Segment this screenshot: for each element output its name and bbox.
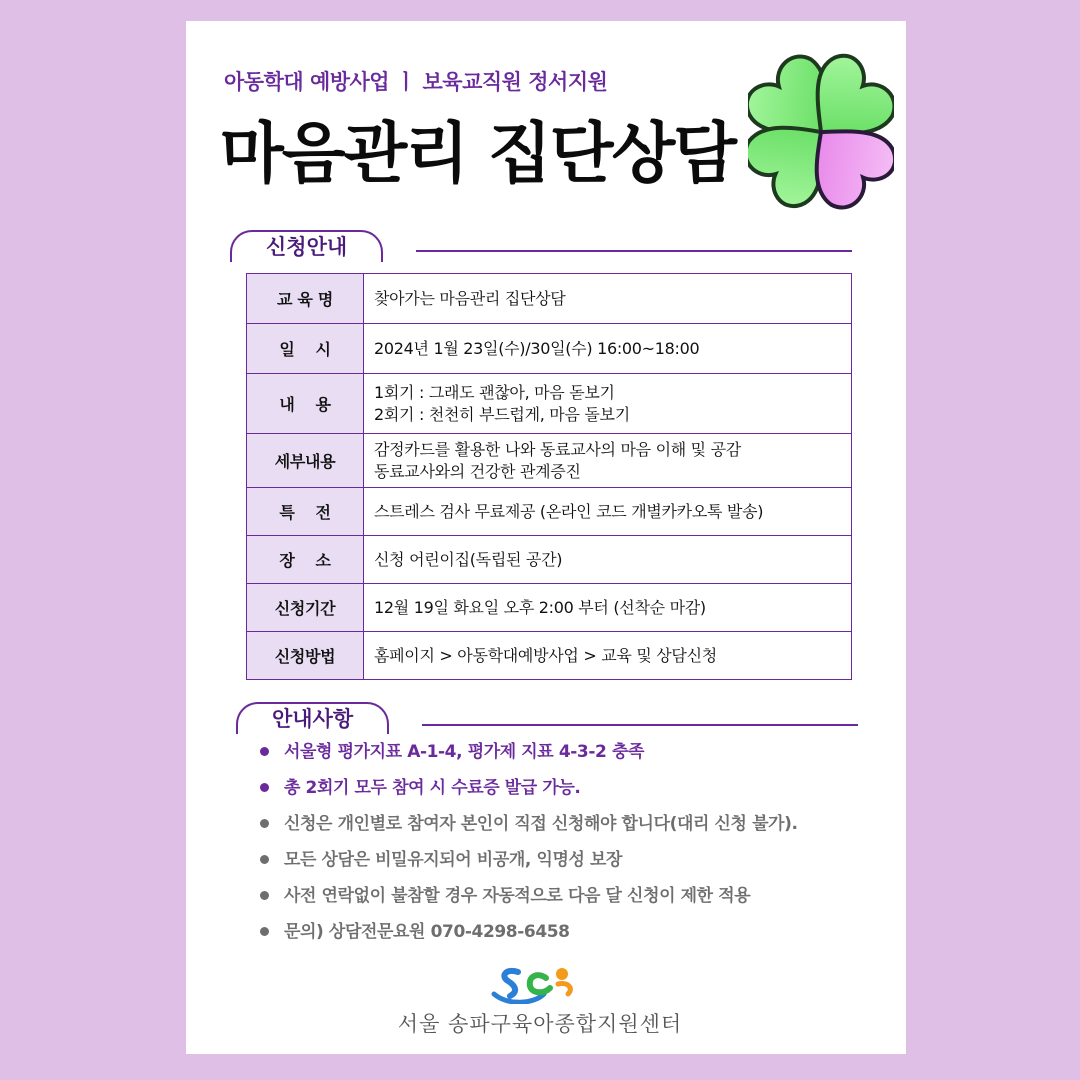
row-value <box>364 632 852 680</box>
row-label: 내 용 <box>247 374 364 434</box>
organization-name: 서울 송파구육아종합지원센터 <box>397 1012 683 1036</box>
row-value-line: 신청 어린이집(독립된 공간) <box>374 549 563 569</box>
section-header-notices <box>236 702 858 736</box>
table-row <box>247 536 852 584</box>
notice-item: 신청은 개인별로 참여자 본인이 직접 신청해야 합니다(대리 신청 불가). <box>258 810 798 846</box>
row-value-line: 홈페이지 > 아동학대예방사업 > 교육 및 상담신청 <box>374 645 717 665</box>
row-label: 신청방법 <box>247 632 364 680</box>
notice-item: 총 2회기 모두 참여 시 수료증 발급 가능. <box>258 774 798 810</box>
notice-item: 모든 상담은 비밀유지되어 비공개, 익명성 보장 <box>258 846 798 882</box>
section-header-application <box>230 230 852 264</box>
row-label: 일 시 <box>247 324 364 374</box>
row-value <box>364 584 852 632</box>
row-label: 신청기간 <box>247 584 364 632</box>
table-row <box>247 584 852 632</box>
row-value-line: 동료교사와의 건강한 관계증진 <box>374 461 581 481</box>
row-value-line: 2024년 1월 23일(수)/30일(수) 16:00~18:00 <box>374 338 700 358</box>
row-label: 교 육 명 <box>247 274 364 324</box>
row-value-line: 1회기 : 그래도 괜찮아, 마음 돋보기 <box>374 382 615 402</box>
row-value-line: 감정카드를 활용한 나와 동료교사의 마음 이해 및 공감 <box>374 439 741 459</box>
row-value-line: 스트레스 검사 무료제공 (온라인 코드 개별카카오톡 발송) <box>374 501 764 521</box>
row-label: 특 전 <box>247 488 364 536</box>
row-value-line: 찾아가는 마음관리 집단상담 <box>374 288 566 308</box>
table-row <box>247 488 852 536</box>
table-row <box>247 274 852 324</box>
four-leaf-clover-icon <box>748 44 894 212</box>
row-value <box>364 536 852 584</box>
notice-list <box>258 738 798 954</box>
row-value-line: 12월 19일 화요일 오후 2:00 부터 (선착순 마감) <box>374 597 706 617</box>
notice-item: 사전 연락없이 불참할 경우 자동적으로 다음 달 신청이 제한 적용 <box>258 882 798 918</box>
row-value <box>364 274 852 324</box>
row-value <box>364 434 852 488</box>
row-label: 세부내용 <box>247 434 364 488</box>
section-divider <box>416 250 852 252</box>
table-row <box>247 374 852 434</box>
section-divider <box>422 724 858 726</box>
row-value <box>364 488 852 536</box>
poster-title: 마음관리 집단상담 <box>220 115 736 192</box>
row-label: 장 소 <box>247 536 364 584</box>
organization-logo <box>488 964 584 1004</box>
notice-item: 문의) 상담전문요원 070-4298-6458 <box>258 918 798 954</box>
section-tab-application: 신청안내 <box>230 230 383 262</box>
table-row <box>247 632 852 680</box>
application-info-table <box>246 273 852 680</box>
table-row <box>247 434 852 488</box>
poster-subtitle: 아동학대 예방사업 ㅣ 보육교직원 정서지원 <box>224 70 608 94</box>
section-tab-notices: 안내사항 <box>236 702 389 734</box>
row-value <box>364 374 852 434</box>
row-value <box>364 324 852 374</box>
table-row <box>247 324 852 374</box>
row-value-line: 2회기 : 천천히 부드럽게, 마음 돌보기 <box>374 404 630 424</box>
notice-item: 서울형 평가지표 A-1-4, 평가제 지표 4-3-2 충족 <box>258 738 798 774</box>
